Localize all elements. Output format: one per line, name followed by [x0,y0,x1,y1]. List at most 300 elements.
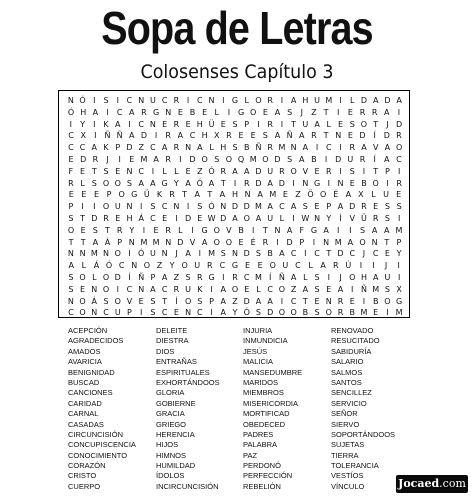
grid-letter: I [154,131,158,141]
grid-letter: N [131,261,138,271]
grid-letter: D [185,214,192,223]
grid-letter: S [103,166,109,176]
grid-letter: A [396,96,402,105]
grid-letter: D [396,119,403,129]
grid-letter: A [129,131,135,141]
grid-letter: C [372,249,379,259]
grid-letter: P [244,119,250,129]
grid-letter: L [308,261,313,271]
grid-letter: Ü [361,214,367,223]
grid-letter: L [81,261,87,271]
grid-letter: Ñ [138,273,145,282]
grid-letter: Í [128,273,131,282]
grid-letter: S [314,284,320,294]
page-subtitle: Colosenses Capítulo 3 [140,61,334,83]
grid-letter: T [323,131,329,141]
grid-letter: A [372,273,379,282]
grid-letter: S [126,178,132,188]
grid-letter: N [185,143,192,153]
word-list-item: SENCILLEZ [331,388,372,398]
grid-letter: N [244,190,251,200]
grid-letter: S [384,214,390,223]
grid-letter: A [92,237,99,247]
site-logo [396,475,468,493]
grid-letter: I [280,119,284,129]
grid-letter: R [68,178,74,188]
grid-letter: A [347,237,354,247]
grid-letter: E [347,107,353,117]
word-list-item: GOBIERNE [156,398,196,408]
grid-letter: J [384,261,388,271]
grid-letter: A [384,155,390,164]
grid-letter: C [161,202,168,212]
grid-letter: Ü [208,119,215,129]
grid-letter: N [323,237,330,247]
grid-letter: R [359,107,366,117]
grid-letter: O [290,166,297,176]
grid-letter: I [359,261,363,271]
grid-letter: M [269,190,277,200]
logo-tld: .com [439,477,466,490]
grid-letter: Ñ [360,284,367,294]
grid-letter: A [299,131,305,141]
grid-letter: C [279,202,285,212]
grid-letter: I [292,214,295,223]
grid-letter: D [231,202,239,212]
grid-letter: A [384,143,391,153]
grid-letter: R [267,119,273,129]
grid-letter: I [210,308,213,318]
grid-letter: Z [197,166,203,176]
grid-letter: L [209,143,214,153]
grid-letter: U [194,261,201,271]
grid-letter: J [386,119,389,129]
word-list-item: VÍNCULO [331,481,365,491]
grid-letter: R [103,214,109,223]
grid-letter: Í [373,155,376,164]
grid-letter: A [384,225,390,235]
grid-letter: U [314,96,320,105]
grid-letter: A [255,296,262,306]
grid-letter: S [255,249,261,259]
grid-letter: A [302,284,309,294]
grid-letter: A [91,143,98,153]
grid-letter: S [359,225,366,235]
grid-letter: A [279,249,285,259]
grid-letter: S [232,143,238,153]
grid-letter: A [197,143,203,153]
grid-letter: É [250,237,256,247]
grid-letter: J [300,107,303,117]
word-list-item: DELEITE [156,326,188,335]
grid-letter: I [186,96,190,105]
grid-letter: O [349,273,356,282]
grid-letter: G [231,261,239,271]
grid-letter: D [114,273,121,282]
grid-letter: R [267,143,273,153]
grid-letter: O [325,308,332,318]
grid-letter: T [262,225,268,235]
word-list-item: INJURIA [243,326,273,335]
grid-letter: C [267,284,273,294]
grid-letter: A [290,273,297,282]
word-list-item: MARIDOS [243,377,279,387]
grid-letter: O [213,237,220,247]
grid-letter: T [373,166,379,176]
grid-letter: I [128,249,131,259]
grid-letter: Z [232,296,238,306]
grid-letter: O [384,296,391,306]
grid-letter: U [384,273,391,282]
grid-letter: D [220,214,227,223]
grid-letter: E [314,202,320,212]
grid-letter: S [287,107,293,117]
grid-letter: Z [173,273,180,282]
grid-letter: E [396,190,402,200]
grid-letter: C [197,96,203,105]
grid-letter: B [311,155,317,164]
word-list-item: REBELIÓN [243,481,281,491]
grid-letter: B [238,225,244,235]
grid-letter: C [68,131,74,141]
grid-letter: S [150,308,156,318]
grid-letter: R [262,237,269,247]
grid-letter: X [396,284,402,294]
grid-letter: I [93,119,96,129]
grid-letter: R [165,155,171,164]
grid-letter: O [395,143,403,153]
grid-letter: H [201,131,208,141]
grid-letter: S [262,131,268,141]
grid-letter: E [245,261,251,271]
grid-letter: C [219,261,226,271]
grid-letter: E [244,284,250,294]
grid-letter: N [138,284,145,294]
grid-letter: I [94,131,97,141]
grid-letter: I [198,249,201,259]
grid-letter: T [207,190,213,200]
word-list-item: HIJOS [156,440,179,450]
grid-letter: I [327,178,330,188]
grid-letter: A [92,107,99,117]
grid-letter: E [81,190,87,200]
grid-letter: A [220,296,226,306]
grid-letter: A [255,214,262,223]
grid-letter: I [312,237,316,247]
grid-letter: I [233,178,237,188]
grid-letter: N [79,249,86,259]
grid-letter: X [358,190,364,200]
grid-letter: C [116,107,123,117]
grid-letter: N [335,131,342,141]
grid-letter: S [214,155,220,164]
word-list-item: BENIGNIDAD [68,367,115,377]
grid-letter: D [80,155,87,164]
grid-letter: C [150,214,156,223]
grid-letter: R [226,131,232,141]
grid-letter: B [302,308,309,318]
grid-letter: U [149,249,156,259]
grid-letter: G [313,178,321,188]
grid-letter: O [250,107,257,117]
grid-letter: I [339,96,342,105]
grid-letter: T [373,119,379,129]
grid-letter: H [126,214,133,223]
grid-letter: O [114,249,121,259]
grid-letter: N [126,202,133,212]
word-list-item: CORAZÓN [68,461,106,471]
grid-letter: I [337,107,340,117]
grid-letter: N [67,96,74,105]
grid-letter: G [201,225,208,235]
grid-letter: P [150,273,156,282]
grid-letter: A [323,225,329,235]
grid-letter: O [225,155,233,164]
grid-letter: A [115,119,121,129]
grid-letter: C [161,284,168,294]
word-list-item: ENTRAÑAS [156,357,197,367]
grid-letter: Y [173,178,179,188]
grid-letter: Ñ [286,131,293,141]
grid-letter: C [138,119,144,129]
grid-letter: N [314,214,321,223]
grid-letter: S [150,296,156,306]
grid-letter: L [80,178,85,188]
word-list-item: EXHORTÁNDOOS [156,377,220,387]
grid-letter: S [314,308,320,318]
grid-letter: I [191,225,194,235]
grid-letter: A [177,131,184,141]
grid-letter: R [267,96,273,105]
grid-letter: L [174,166,179,176]
grid-letter: R [232,273,238,282]
grid-letter: E [129,155,135,164]
grid-letter: L [178,225,183,235]
grid-letter: O [102,273,110,282]
grid-letter: M [395,308,403,318]
grid-letter: R [359,155,366,164]
grid-letter: A [302,143,309,153]
word-list-item: HUMILDAD [156,461,196,471]
grid-letter: S [92,225,98,235]
grid-letter: O [118,190,125,200]
grid-letter: N [173,202,180,212]
grid-letter: N [103,249,110,259]
word-list-item: HIMNOS [156,450,186,460]
grid-letter: I [175,214,178,223]
grid-letter: A [161,273,168,282]
grid-letter: Y [326,214,332,223]
grid-letter: I [397,273,401,282]
grid-letter: C [189,131,196,141]
word-list-item: MIEMBROS [243,388,284,398]
word-list-item: CARNAL [68,409,99,419]
grid-letter: A [299,155,305,164]
grid-letter: M [90,249,98,259]
grid-letter: A [232,214,238,223]
grid-letter: N [274,225,281,235]
word-list-item: SIERVO [331,419,360,429]
grid-letter: N [302,178,309,188]
grid-letter: A [267,202,273,212]
grid-letter: Ó [208,202,215,212]
grid-letter: S [287,155,293,164]
grid-letter: O [79,273,86,282]
grid-letter: C [290,249,297,259]
grid-letter: N [138,96,145,105]
grid-letter: Ó [105,261,113,271]
grid-letter: L [350,96,355,105]
word-list-item: CONCUPISCENCIA [68,440,136,450]
grid-letter: Y [169,261,175,271]
word-list-item: SEÑOR [331,409,358,419]
grid-letter: D [243,202,250,212]
grid-letter: E [250,131,256,141]
grid-letter: S [255,308,261,318]
grid-letter: R [173,143,180,153]
grid-letter: A [208,178,215,188]
grid-letter: J [175,249,178,259]
word-list-item: CASADAS [68,419,104,429]
word-list-item: CONOCIMIENTO [68,450,128,460]
grid-letter: E [93,190,99,200]
grid-letter: S [384,202,390,212]
grid-letter: O [269,261,276,271]
grid-letter: W [301,214,310,223]
grid-letter: L [92,273,97,282]
grid-letter: I [327,273,330,282]
grid-letter: R [116,225,123,235]
grid-letter: C [126,96,133,105]
grid-letter: T [384,237,390,247]
grid-letter: C [243,273,250,282]
grid-letter: M [334,237,342,247]
grid-letter: O [102,178,110,188]
grid-letter: I [304,249,307,259]
grid-letter: P [209,296,214,306]
grid-letter: D [91,214,98,223]
grid-letter: M [325,96,333,105]
grid-letter: A [274,107,281,117]
grid-letter: C [161,96,168,105]
grid-letter: S [150,202,156,212]
grid-letter: I [69,119,73,129]
grid-letter: N [325,296,332,306]
grid-letter: S [68,214,74,223]
grid-letter: A [138,178,144,188]
grid-letter: Á [93,261,100,271]
word-list-item: CUERPO [68,481,101,491]
grid-letter: I [227,107,231,117]
word-list-item: SALMOS [331,367,363,377]
grid-letter: N [91,308,98,318]
grid-letter: T [323,107,329,117]
grid-letter: Ö [307,190,314,200]
grid-letter: S [68,284,74,294]
grid-letter: E [162,119,168,129]
word-list-item: SOPORTÁNDOOS [331,429,396,439]
grid-letter: I [140,308,143,318]
grid-letter: E [138,296,144,306]
grid-letter: U [302,119,309,129]
grid-letter: B [372,296,379,306]
grid-letter: D [359,131,366,141]
grid-letter: N [337,178,344,188]
grid-letter: B [361,178,367,188]
grid-letter: B [243,143,250,153]
grid-letter: A [243,166,250,176]
grid-letter: C [118,261,125,271]
grid-letter: D [267,308,274,318]
word-list-item: PALABRA [243,440,278,450]
grid-letter: Ó [208,166,215,176]
grid-letter: U [185,284,192,294]
grid-letter: T [162,296,168,306]
grid-letter: O [201,155,208,164]
word-list-item: MORTIFICAD [243,409,290,419]
word-list-item: GLORIA [156,388,185,398]
grid-letter: H [80,107,87,117]
grid-letter: P [299,237,305,247]
grid-letter: U [114,308,121,318]
grid-letter: T [291,119,297,129]
grid-letter: S [68,273,74,282]
grid-letter: N [220,202,227,212]
grid-letter: Y [129,225,135,235]
word-list-item: CANCIONES [68,388,113,398]
grid-letter: Z [290,284,297,294]
grid-letter: M [360,308,368,318]
word-list-item: RENOVADO [331,326,374,335]
grid-letter: I [222,273,225,282]
word-list-item: AGRADECIDOS [68,336,124,346]
grid-letter: N [67,249,74,259]
word-list-item: PADRES [243,429,274,439]
grid-letter: I [292,178,295,188]
grid-letter: I [324,155,328,164]
grid-letter: S [220,249,226,259]
grid-letter: D [255,178,262,188]
grid-letter: G [237,107,245,117]
grid-letter: I [276,237,279,247]
grid-letter: C [197,308,203,318]
grid-letter: N [371,237,378,247]
grid-letter: J [106,155,109,164]
grid-letter: E [185,119,191,129]
grid-letter: I [179,155,182,164]
grid-letter: H [360,273,367,282]
grid-letter: D [278,178,285,188]
grid-letter: Y [396,249,402,259]
grid-letter: U [149,96,156,105]
grid-letter: V [372,143,379,153]
grid-letter: L [326,119,332,129]
grid-letter: I [186,202,190,212]
grid-letter: I [142,225,146,235]
grid-letter: O [102,202,110,212]
grid-letter: D [349,202,356,212]
grid-letter: K [197,284,203,294]
grid-letter: M [249,155,257,164]
grid-letter: O [181,261,188,271]
grid-letter: I [337,225,340,235]
word-list-item: HERENCIA [156,429,195,439]
grid-letter: W [207,214,216,223]
grid-letter: O [79,308,86,318]
word-list-item: AMADOS [68,346,101,356]
grid-letter: N [208,96,215,105]
grid-letter: A [185,249,191,259]
